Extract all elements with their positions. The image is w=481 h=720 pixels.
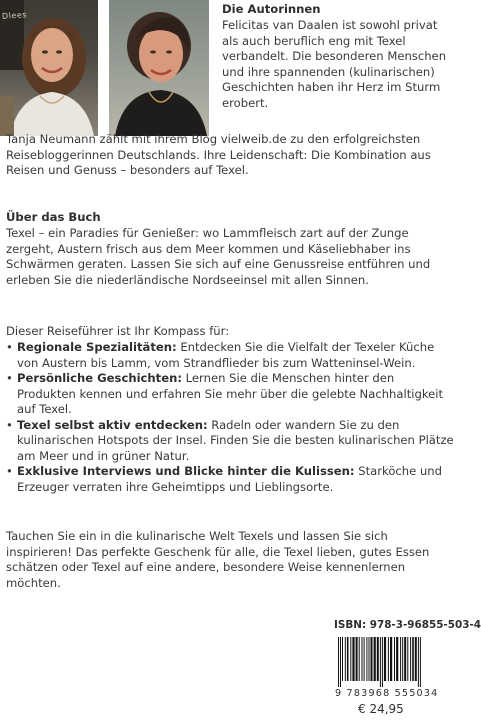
barcode-bar [380,637,381,687]
barcode-bar [347,637,349,681]
bullet-icon: • [6,340,13,354]
portrait-right-illustration [109,0,209,136]
price: € 24,95 [358,702,404,716]
barcode-bar [371,637,373,681]
bullet-icon: • [6,464,13,478]
author-bio-tanja: Tanja Neumann zählt mit ihrem Blog vielweib.de zu den erfolgreichsten Reisebloggerinnen Deutschlands. Ihre Leidenschaft: Die Kombination aus Reisen und Genuss – besonders auf Texel. [6,132,431,177]
feature-item [6,464,454,495]
barcode [337,637,453,687]
barcode-bar [412,637,414,681]
bullet-icon: • [6,417,13,432]
barcode-bar [366,637,367,681]
barcode-bar [359,637,360,681]
book-intro: Texel – ein Paradies für Genießer: wo Lammfleisch zart auf der Zunge zergeht, Austern frisch aus dem Meer kommen und Käseliebhaber ins Schwärmen geraten. Lassen Sie sich auf eine Genussreise entführen und erleben Sie die niederländische Nordseeinsel mit allen Sinnen. [6,226,431,287]
barcode-bar [377,637,379,681]
barcode-bar [410,637,411,681]
barcode-bar [388,637,389,681]
feature-text: Radeln oder wandern Sie zu den kulinarischen Hotspots der Insel. Finden Sie die besten kulinarischen Plätze am Meer und in grüner Natur. [17,417,454,463]
guide-lead: Dieser Reiseführer ist Ihr Kompass für: [6,324,230,338]
barcode-bar [404,637,406,681]
feature-title: Exklusive Interviews und Blicke hinter die Kulissen: [17,464,355,478]
feature-list [6,340,454,495]
feature-title: Regionale Spezialitäten: [17,340,177,354]
barcode-bar [338,637,339,687]
barcode-bar [384,637,386,681]
feature-text: Lernen Sie die Menschen hinter den Produkten kennen und erfahren Sie mehr über die gelebte Nachhaltigkeit auf Texel. [17,371,444,416]
barcode-bar [396,637,398,681]
barcode-bar [369,637,370,681]
barcode-bar [418,637,419,687]
feature-item [6,371,454,418]
barcode-bar [364,637,365,681]
feature-title: Persönliche Geschichten: [17,371,182,385]
author-photo-felicitas [0,0,98,136]
bullet-icon: • [6,371,13,385]
closing-text: Tauchen Sie ein in die kulinarische Welt Texels und lassen Sie sich inspirieren! Das perfekte Geschenk für alle, die Texel lieben, gutes Essen schätzen oder Texel auf eine andere, besondere Weise kennenlernen möchten. [6,529,430,590]
barcode-bar [342,637,343,681]
author-photo-tanja [109,0,209,136]
authors-heading: Die Autorinnen [222,2,321,16]
isbn-label: ISBN: 978-3-96855-503-4 [334,619,481,631]
barcode-bar [390,637,392,681]
feature-text: Starköche und Erzeuger verraten ihre Geheimtipps und Lieblingsorte. [17,464,443,494]
barcode-bar [420,637,421,687]
photo-sign-fragment: Dlees [1,10,28,21]
barcode-bar [352,637,354,681]
barcode-bar [402,637,403,681]
feature-title: Texel selbst aktiv entdecken: [17,417,208,432]
feature-item [6,340,454,371]
barcode-bar [382,637,383,687]
barcode-bar [356,637,358,681]
feature-text: Entdecken Sie die Vielfalt der Texeler Küche von Austern bis Lamm, vom Strandflieder bis zum Watteninsel-Wein. [17,340,435,370]
barcode-bar [407,637,408,681]
barcode-bar [340,637,341,687]
barcode-bar [394,637,395,681]
barcode-bar [362,637,363,681]
barcode-bar [345,637,346,681]
barcode-bar [400,637,401,681]
barcode-bar [415,637,417,681]
barcode-bar [374,637,376,681]
book-heading: Über das Buch [6,210,101,224]
barcode-digits: 9 783968 555034 [335,688,439,699]
author-bio-felicitas: Felicitas van Daalen ist sowohl privat als auch beruflich eng mit Texel verbandelt. Die besonderen Menschen und ihre spannenden (kulinarischen) Geschichten haben ihr Herz im Sturm erobert. [222,18,447,110]
barcode-bar [350,637,351,681]
feature-item [6,418,454,465]
